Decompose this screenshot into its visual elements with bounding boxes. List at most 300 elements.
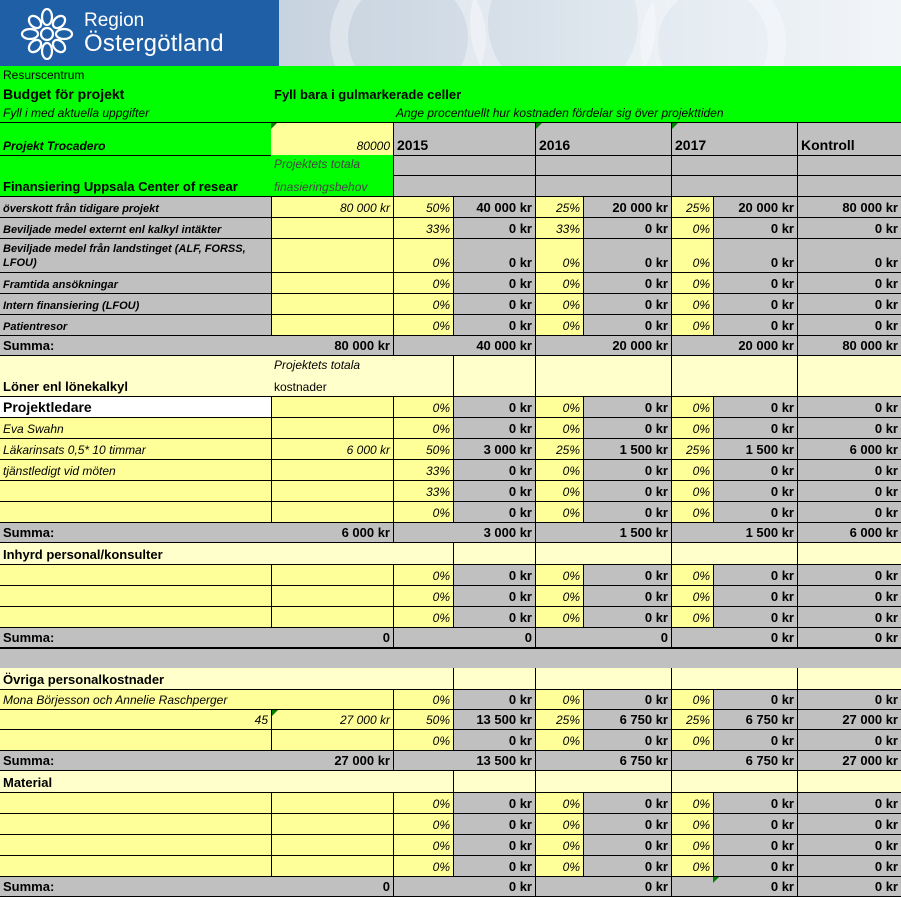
section-heading: Material — [0, 771, 393, 792]
other-row — [0, 689, 901, 709]
percent-2017-input[interactable]: 0% — [671, 314, 713, 335]
percent-2017-input[interactable]: 0% — [671, 813, 713, 834]
amount-2017: 0 kr — [713, 396, 797, 417]
financing-heading: Finansiering Uppsala Center of resear — [0, 175, 271, 196]
cell — [583, 155, 671, 175]
sum-2016: 0 kr — [583, 876, 671, 897]
cell — [583, 376, 671, 396]
sum-2016: 0 — [583, 627, 671, 648]
percent-2015-input[interactable]: 33% — [393, 459, 453, 480]
percent-2015-input[interactable]: 0% — [393, 813, 453, 834]
financing-label-row — [0, 155, 901, 175]
amount-2016: 20 000 kr — [583, 196, 671, 217]
sum-label: Summa: — [0, 627, 271, 648]
percent-2017-input[interactable]: 0% — [671, 238, 713, 272]
amount-2015: 0 kr — [453, 792, 535, 813]
amount-2017: 0 kr — [713, 834, 797, 855]
row-label[interactable] — [0, 834, 271, 855]
row-label[interactable]: Eva Swahn — [0, 417, 271, 438]
budget-row — [0, 729, 901, 750]
percent-2015-input[interactable]: 0% — [393, 792, 453, 813]
percent-2015-input[interactable]: 33% — [393, 217, 453, 238]
percent-2015-input[interactable]: 0% — [393, 293, 453, 314]
row-total-input[interactable] — [271, 217, 393, 238]
sum-2017: 20 000 kr — [713, 335, 797, 356]
amount-2016: 0 kr — [583, 855, 671, 876]
percent-2015-input[interactable]: 33% — [393, 480, 453, 501]
percent-2015-input[interactable]: 0% — [393, 689, 453, 709]
amount-2016: 0 kr — [583, 729, 671, 750]
cell — [453, 122, 535, 155]
cell — [671, 876, 713, 897]
budget-row — [0, 855, 901, 876]
amount-2015: 0 kr — [453, 564, 535, 585]
sum-control: 80 000 kr — [797, 335, 901, 356]
percent-2016-input[interactable]: 0% — [535, 417, 583, 438]
consultants-heading-row — [0, 543, 901, 564]
row-total-input[interactable]: 6 000 kr — [271, 438, 393, 459]
percent-2017-input[interactable]: 0% — [671, 689, 713, 709]
cell — [797, 376, 901, 396]
percent-2016-input[interactable]: 25% — [535, 196, 583, 217]
sum-total: 27 000 kr — [271, 750, 393, 771]
amount-2016: 0 kr — [583, 293, 671, 314]
cell — [583, 543, 671, 564]
percent-2015-input[interactable]: 0% — [393, 501, 453, 522]
cell — [535, 627, 583, 648]
percent-2016-input[interactable]: 0% — [535, 792, 583, 813]
cell — [797, 155, 901, 175]
percent-2016-input[interactable]: 25% — [535, 438, 583, 459]
percent-2016-input[interactable]: 0% — [535, 480, 583, 501]
sum-2017: 1 500 kr — [713, 522, 797, 543]
row-label: Intern finansiering (LFOU) — [0, 293, 271, 314]
amount-2017: 0 kr — [713, 293, 797, 314]
budget-row — [0, 585, 901, 606]
subtitle-row — [0, 104, 901, 122]
cell — [671, 627, 713, 648]
control-value: 80 000 kr — [797, 196, 901, 217]
amount-2017: 0 kr — [713, 480, 797, 501]
percent-2016-input[interactable]: 0% — [535, 272, 583, 293]
amount-2017: 0 kr — [713, 217, 797, 238]
row-total-input[interactable] — [271, 272, 393, 293]
row-total-input[interactable] — [271, 480, 393, 501]
row-total-input[interactable]: 27 000 kr — [271, 709, 393, 729]
sum-label: Summa: — [0, 335, 271, 356]
amount-2017: 0 kr — [713, 813, 797, 834]
row-label: Framtida ansökningar — [0, 272, 271, 293]
amount-2017: 0 kr — [713, 417, 797, 438]
flower-logo-icon — [14, 8, 80, 60]
row-total-input[interactable] — [271, 459, 393, 480]
budget-row — [0, 314, 901, 335]
percent-2016-input[interactable]: 0% — [535, 238, 583, 272]
cell — [453, 175, 535, 196]
salaries-total-label: Projektets totala — [271, 356, 393, 376]
percent-2017-input[interactable]: 0% — [671, 585, 713, 606]
row-label: Beviljade medel externt enl kalkyl intäkter — [0, 217, 271, 238]
percent-2015-input[interactable]: 0% — [393, 417, 453, 438]
cell — [0, 155, 271, 175]
budget-row — [0, 438, 901, 459]
section-heading: Övriga personalkostnader — [0, 668, 393, 689]
cell — [393, 668, 453, 689]
amount-2015: 40 000 kr — [453, 196, 535, 217]
row-total-input[interactable] — [271, 813, 393, 834]
row-label[interactable] — [0, 585, 271, 606]
cell — [453, 155, 535, 175]
amount-2016: 0 kr — [583, 689, 671, 709]
cell — [671, 668, 713, 689]
amount-2016: 0 kr — [583, 792, 671, 813]
percent-2015-input[interactable]: 0% — [393, 834, 453, 855]
row-label[interactable] — [0, 792, 271, 813]
amount-2016: 0 kr — [583, 272, 671, 293]
sum-2015: 13 500 kr — [453, 750, 535, 771]
amount-2015: 0 kr — [453, 293, 535, 314]
sheet-subtitle: Fyll i med aktuella uppgifter — [0, 104, 393, 122]
sum-control: 6 000 kr — [797, 522, 901, 543]
control-value: 0 kr — [797, 396, 901, 417]
budget-row — [0, 813, 901, 834]
year-2017-header: 2017 — [671, 122, 713, 155]
sum-label: Summa: — [0, 750, 271, 771]
percent-2015-input[interactable]: 0% — [393, 238, 453, 272]
amount-2015: 0 kr — [453, 314, 535, 335]
cell — [583, 771, 671, 792]
budget-row — [0, 293, 901, 314]
amount-2017: 0 kr — [713, 585, 797, 606]
percent-2015-input[interactable]: 0% — [393, 606, 453, 627]
percent-2017-input[interactable]: 0% — [671, 396, 713, 417]
percent-2015-input[interactable]: 0% — [393, 585, 453, 606]
cell — [713, 543, 797, 564]
logo-region-text: Region — [84, 10, 145, 31]
control-value: 0 kr — [797, 792, 901, 813]
row-label[interactable] — [0, 606, 271, 627]
amount-2016: 0 kr — [583, 238, 671, 272]
cell — [713, 668, 797, 689]
budget-row — [0, 501, 901, 522]
project-leader-heading: Projektledare — [0, 396, 271, 417]
amount-2016: 0 kr — [583, 417, 671, 438]
amount-2016: 0 kr — [583, 606, 671, 627]
sum-2015: 0 — [453, 627, 535, 648]
material-sum-row — [0, 876, 901, 897]
cell — [671, 522, 713, 543]
row-total-input[interactable] — [271, 564, 393, 585]
sum-2015: 0 kr — [453, 876, 535, 897]
project-total-input[interactable]: 80000 — [271, 122, 393, 155]
amount-2015: 0 kr — [453, 813, 535, 834]
budget-row — [0, 480, 901, 501]
percent-2015-input[interactable]: 50% — [393, 438, 453, 459]
sheet-title: Budget för projekt — [0, 82, 271, 104]
cell — [535, 175, 583, 196]
amount-2017: 0 kr — [713, 314, 797, 335]
percent-2016-input[interactable]: 0% — [535, 834, 583, 855]
row-label: överskott från tidigare projekt — [0, 196, 271, 217]
cell — [0, 648, 901, 668]
row-label[interactable]: Läkarinsats 0,5* 10 timmar — [0, 438, 271, 459]
percent-2017-input[interactable]: 0% — [671, 217, 713, 238]
percent-2017-input[interactable]: 25% — [671, 438, 713, 459]
budget-row — [0, 834, 901, 855]
cell — [393, 543, 453, 564]
other-sum-row — [0, 750, 901, 771]
percent-2017-input[interactable]: 0% — [671, 293, 713, 314]
cell — [393, 155, 453, 175]
percent-2017-input[interactable]: 0% — [671, 501, 713, 522]
org-row — [0, 66, 901, 82]
row-label[interactable] — [0, 564, 271, 585]
percent-2017-input[interactable]: 0% — [671, 834, 713, 855]
cell — [535, 155, 583, 175]
percent-2016-input[interactable]: 33% — [535, 217, 583, 238]
amount-2015: 0 kr — [453, 459, 535, 480]
amount-2017: 6 750 kr — [713, 709, 797, 729]
other-heading-row — [0, 668, 901, 689]
amount-2016: 0 kr — [583, 480, 671, 501]
percent-2017-input[interactable]: 25% — [671, 196, 713, 217]
cell — [671, 356, 713, 376]
control-value: 0 kr — [797, 217, 901, 238]
percent-2015-input[interactable]: 0% — [393, 272, 453, 293]
cell — [535, 668, 583, 689]
amount-2017: 0 kr — [713, 459, 797, 480]
percent-2017-input[interactable]: 0% — [671, 729, 713, 750]
quantity-input[interactable]: 45 — [0, 709, 271, 729]
control-value: 0 kr — [797, 459, 901, 480]
sum-2015: 3 000 kr — [453, 522, 535, 543]
sum-2015: 40 000 kr — [453, 335, 535, 356]
salaries-heading: Löner enl lönekalkyl — [0, 376, 271, 396]
control-value: 0 kr — [797, 480, 901, 501]
row-total-input[interactable] — [271, 238, 393, 272]
amount-2015: 13 500 kr — [453, 709, 535, 729]
cell — [0, 356, 271, 376]
percent-2016-input[interactable]: 0% — [535, 459, 583, 480]
amount-2015: 0 kr — [453, 729, 535, 750]
amount-2017: 0 kr — [713, 855, 797, 876]
percent-2016-input[interactable]: 0% — [535, 855, 583, 876]
cell — [671, 155, 713, 175]
percent-2017-input[interactable]: 0% — [671, 459, 713, 480]
cell — [797, 668, 901, 689]
row-total-input[interactable] — [271, 501, 393, 522]
logo-name-text: Östergötland — [84, 30, 224, 57]
row-label[interactable] — [0, 480, 271, 501]
control-value: 0 kr — [797, 272, 901, 293]
project-leader-row — [0, 396, 901, 417]
amount-2015: 0 kr — [453, 834, 535, 855]
cell — [583, 668, 671, 689]
sum-2016: 20 000 kr — [583, 335, 671, 356]
amount-2016: 0 kr — [583, 834, 671, 855]
row-total-input[interactable] — [271, 606, 393, 627]
percent-2017-input[interactable]: 0% — [671, 272, 713, 293]
percent-2015-input[interactable]: 0% — [393, 729, 453, 750]
cell — [453, 668, 535, 689]
cell — [393, 356, 453, 376]
sum-2017: 0 kr — [713, 627, 797, 648]
control-value: 0 kr — [797, 501, 901, 522]
cell — [393, 771, 453, 792]
percent-2015-input[interactable]: 0% — [393, 314, 453, 335]
sum-control: 27 000 kr — [797, 750, 901, 771]
row-total-input[interactable] — [271, 834, 393, 855]
amount-2017: 0 kr — [713, 729, 797, 750]
percent-2017-input[interactable]: 0% — [671, 480, 713, 501]
amount-2017: 20 000 kr — [713, 196, 797, 217]
percent-2016-input[interactable]: 0% — [535, 606, 583, 627]
sum-2017: 6 750 kr — [713, 750, 797, 771]
row-label[interactable] — [0, 729, 271, 750]
amount-2017: 0 kr — [713, 564, 797, 585]
fill-instruction: Fyll bara i gulmarkerade celler — [271, 82, 901, 104]
percent-2016-input[interactable]: 0% — [535, 293, 583, 314]
cell — [535, 335, 583, 356]
salaries-cost-label: kostnader — [271, 376, 393, 396]
control-value: 0 kr — [797, 293, 901, 314]
row-total-input[interactable] — [271, 855, 393, 876]
row-label: Beviljade medel från landstinget (ALF, FORSS, LFOU) — [0, 238, 271, 272]
control-value: 0 kr — [797, 417, 901, 438]
percent-2017-input[interactable]: 0% — [671, 855, 713, 876]
percent-2016-input[interactable]: 0% — [535, 564, 583, 585]
cell — [453, 771, 535, 792]
percent-2016-input[interactable]: 0% — [535, 314, 583, 335]
control-value: 0 kr — [797, 314, 901, 335]
percent-2017-input[interactable]: 0% — [671, 564, 713, 585]
salaries-sum-row — [0, 522, 901, 543]
control-value: 6 000 kr — [797, 438, 901, 459]
row-total-input[interactable] — [271, 585, 393, 606]
cell — [713, 356, 797, 376]
percent-2015-input[interactable]: 50% — [393, 196, 453, 217]
org-name: Resurscentrum — [0, 66, 901, 82]
sum-2016: 6 750 kr — [583, 750, 671, 771]
cell — [797, 356, 901, 376]
percent-2016-input[interactable]: 0% — [535, 689, 583, 709]
cell — [713, 175, 797, 196]
cell — [535, 876, 583, 897]
percent-2017-input[interactable]: 0% — [671, 606, 713, 627]
row-label[interactable] — [0, 813, 271, 834]
amount-2015: 0 kr — [453, 417, 535, 438]
percent-2015-input[interactable]: 0% — [393, 855, 453, 876]
year-2016-header: 2016 — [535, 122, 583, 155]
percent-2015-input[interactable]: 0% — [393, 396, 453, 417]
amount-2015: 0 kr — [453, 272, 535, 293]
consultants-sum-row — [0, 627, 901, 648]
cell — [583, 356, 671, 376]
cell — [393, 175, 453, 196]
cell — [453, 543, 535, 564]
percent-2016-input[interactable]: 0% — [535, 585, 583, 606]
sum-control: 0 kr — [797, 627, 901, 648]
row-total-input[interactable] — [271, 396, 393, 417]
percent-2016-input[interactable]: 0% — [535, 729, 583, 750]
title-row — [0, 82, 901, 104]
cell — [797, 543, 901, 564]
sum-2016: 1 500 kr — [583, 522, 671, 543]
budget-row — [0, 196, 901, 217]
percent-2017-input[interactable]: 0% — [671, 792, 713, 813]
cell — [671, 335, 713, 356]
amount-2017: 0 kr — [713, 272, 797, 293]
control-value: 0 kr — [797, 729, 901, 750]
cell — [393, 627, 453, 648]
percent-2015-input[interactable]: 0% — [393, 564, 453, 585]
cell — [535, 750, 583, 771]
percent-2017-input[interactable]: 0% — [671, 417, 713, 438]
amount-2015: 0 kr — [453, 606, 535, 627]
cell — [671, 543, 713, 564]
amount-2015: 0 kr — [453, 501, 535, 522]
project-row — [0, 122, 901, 155]
amount-2015: 0 kr — [453, 396, 535, 417]
amount-2015: 0 kr — [453, 585, 535, 606]
sum-label: Summa: — [0, 522, 271, 543]
row-label: Patientresor — [0, 314, 271, 335]
row-label[interactable] — [0, 855, 271, 876]
row-total-input[interactable] — [271, 293, 393, 314]
financing-heading-row — [0, 175, 901, 196]
percent-2017-input[interactable]: 25% — [671, 709, 713, 729]
row-label[interactable]: tjänstledigt vid möten — [0, 459, 271, 480]
cell — [797, 771, 901, 792]
budget-row — [0, 217, 901, 238]
distribution-note: Ange procentuellt hur kostnaden fördelar sig över projekttiden — [393, 104, 901, 122]
percent-2016-input[interactable]: 0% — [535, 813, 583, 834]
budget-row — [0, 238, 901, 272]
row-label[interactable]: Mona Börjesson och Annelie Raschperger — [0, 689, 393, 709]
budget-sheet — [0, 66, 901, 897]
amount-2017: 1 500 kr — [713, 438, 797, 459]
amount-2017: 0 kr — [713, 689, 797, 709]
percent-2015-input[interactable]: 50% — [393, 709, 453, 729]
cell — [393, 335, 453, 356]
control-value: 27 000 kr — [797, 709, 901, 729]
spacer-row — [0, 648, 901, 668]
amount-2015: 0 kr — [453, 689, 535, 709]
control-value: 0 kr — [797, 855, 901, 876]
control-value: 0 kr — [797, 834, 901, 855]
percent-2016-input[interactable]: 0% — [535, 396, 583, 417]
other-row — [0, 709, 901, 729]
row-total-input[interactable]: 80 000 kr — [271, 196, 393, 217]
row-total-input[interactable] — [271, 417, 393, 438]
cell — [535, 543, 583, 564]
percent-2016-input[interactable]: 0% — [535, 501, 583, 522]
cell — [797, 175, 901, 196]
amount-2016: 0 kr — [583, 564, 671, 585]
amount-2016: 0 kr — [583, 501, 671, 522]
row-total-input[interactable] — [271, 314, 393, 335]
percent-2016-input[interactable]: 25% — [535, 709, 583, 729]
row-total-input[interactable] — [271, 792, 393, 813]
cell — [393, 522, 453, 543]
amount-2016: 0 kr — [583, 396, 671, 417]
cell — [535, 376, 583, 396]
row-label[interactable] — [0, 501, 271, 522]
amount-2016: 6 750 kr — [583, 709, 671, 729]
sum-label: Summa: — [0, 876, 271, 897]
cell — [583, 122, 671, 155]
row-total-input[interactable] — [271, 729, 393, 750]
